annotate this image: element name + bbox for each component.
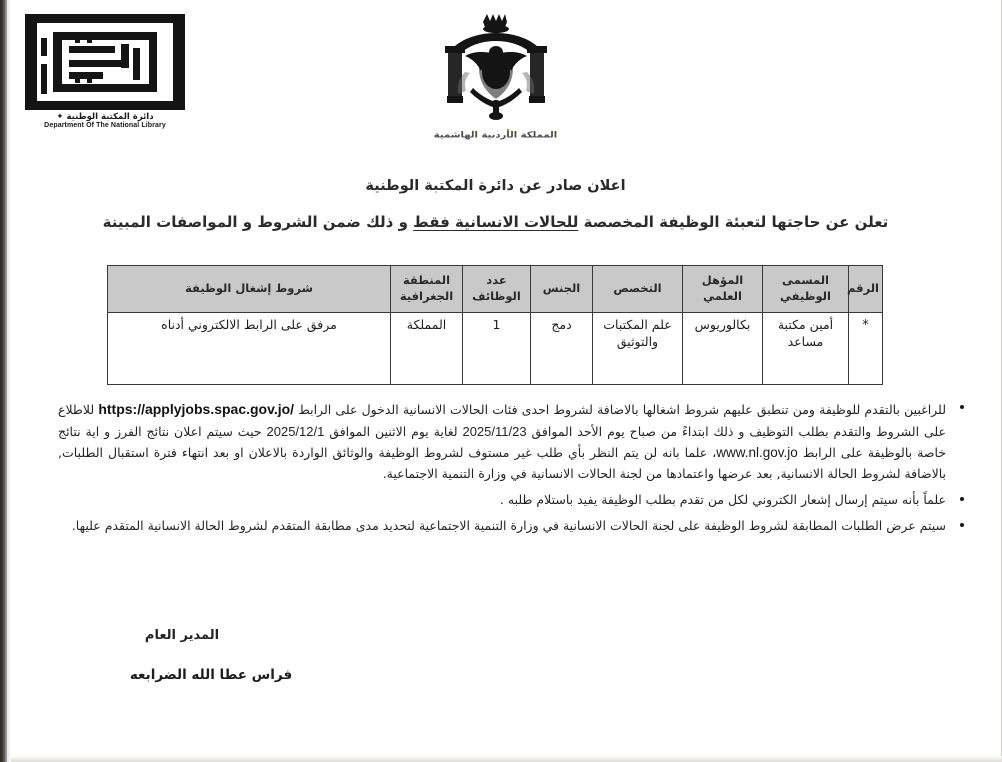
cell-gender: دمج bbox=[531, 313, 593, 385]
table-row bbox=[108, 313, 883, 385]
national-library-logo bbox=[14, 14, 196, 142]
bullet-icon bbox=[960, 523, 964, 527]
link-url[interactable]: https://applyjobs.spac.gov.jo/ bbox=[98, 401, 295, 417]
th-job-title: المسمى الوظيفي bbox=[763, 266, 849, 313]
cell-count: 1 bbox=[463, 313, 531, 385]
page-bottom-shadow bbox=[11, 756, 1002, 762]
note-body: للراغبين بالتقدم للوظيفة ومن تنطبق عليهم شروط اشغالها بالاضافة لشروط احدى فئات الحالات الانسانية الدخول على الرابط https://applyjobs.spac.gov.jo/ للاطلاع على الشروط والتقدم بطلب التوظيف و ذلك ابتداءً من صباح يوم الأحد الموافق 2025/11/23 لغاية يوم الاثنين الموافق 2025/12/1 حيث سيتم اعلان نتائج الفرز و اية نتائج خاصة بالوظيفة على الرابط www.nl.gov.jo، علما بانه لن يتم النظر بأي طلب غير مستوف لشروط الوظيفة والوثائق الواردة بالاعلان او بعد انتهاء فترة استقبال الطلبات, بالاضافة لشروط الحالة الانسانية, بعد عرضها واعتمادها من لجنة الحالات الانسانية في وزارة التنمية الاجتماعية. bbox=[58, 402, 946, 481]
cell-major: علم المكتبات والتوثيق bbox=[593, 313, 683, 385]
kufic-logo-art bbox=[25, 14, 185, 110]
cell-region: المملكة bbox=[391, 313, 463, 385]
jobs-table bbox=[107, 265, 883, 385]
link-url[interactable]: www.nl.gov.jo bbox=[716, 444, 798, 460]
kingdom-caption: المملكة الأردنية الهاشمية bbox=[433, 130, 558, 141]
cell-job-title: أمين مكتبة مساعد bbox=[763, 313, 849, 385]
document-header bbox=[0, 0, 991, 168]
note-email-confirmation bbox=[58, 490, 968, 510]
table-header-row bbox=[108, 266, 883, 313]
announcement-title: اعلان صادر عن دائرة المكتبة الوطنية bbox=[365, 178, 626, 194]
date-value: 2025/12/1 bbox=[266, 423, 325, 439]
logo-caption-english: Department Of The National Library bbox=[44, 122, 166, 129]
coat-of-arms-art bbox=[421, 10, 571, 128]
th-count: عدد الوظائف bbox=[463, 266, 531, 313]
th-gender: الجنس bbox=[531, 266, 593, 313]
th-degree: المؤهل العلمي bbox=[683, 266, 763, 313]
th-major: التخصص bbox=[593, 266, 683, 313]
note-apply-instructions bbox=[58, 398, 968, 484]
note-body: سيتم عرض الطلبات المطابقة لشروط الوظيفة على لجنة الحالات الانسانية في وزارة التنمية الاجتماعية لتحديد مدى مطابقة المتقدم لشروط الحالة الانسانية المتقدم عليها. bbox=[71, 518, 946, 534]
jobs-table-head bbox=[108, 266, 883, 313]
bullet-icon bbox=[960, 405, 964, 409]
note-body: علماً بأنه سيتم إرسال إشعار الكتروني لكل من تقدم بطلب الوظيفة يفيد باستلام طلبه . bbox=[499, 492, 946, 508]
signature-block bbox=[62, 628, 302, 683]
subtitle-emphasis: للحالات الانسانية فقط bbox=[413, 213, 579, 231]
th-conditions: شروط إشغال الوظيفة bbox=[108, 266, 391, 313]
jobs-table-body bbox=[108, 313, 883, 385]
cell-conditions: مرفق على الرابط الالكتروني أدناه bbox=[108, 313, 391, 385]
notes-list bbox=[58, 398, 968, 543]
cell-number: * bbox=[849, 313, 883, 385]
th-region: المنطقة الجغرافية bbox=[391, 266, 463, 313]
th-number: الرقم bbox=[849, 266, 883, 313]
date-value: 2025/11/23 bbox=[462, 423, 527, 439]
announcement-subtitle bbox=[0, 213, 991, 231]
bullet-icon bbox=[960, 497, 964, 501]
subtitle-part-1: تعلن عن حاجتها لتعبئة الوظيفة المخصصة bbox=[578, 213, 889, 231]
signature-role: المدير العام bbox=[144, 628, 220, 643]
jordan-coat-of-arms bbox=[401, 10, 591, 160]
signature-name: فراس عطا الله الضرابعه bbox=[129, 667, 293, 683]
cell-degree: بكالوريوس bbox=[683, 313, 763, 385]
note-committee-review bbox=[58, 516, 968, 536]
jobs-table-container bbox=[108, 265, 883, 385]
logo-caption-arabic: دائرة المكتبة الوطنية ✦ bbox=[56, 112, 154, 122]
subtitle-part-2: و ذلك ضمن الشروط و المواصفات المبينة bbox=[102, 213, 414, 231]
